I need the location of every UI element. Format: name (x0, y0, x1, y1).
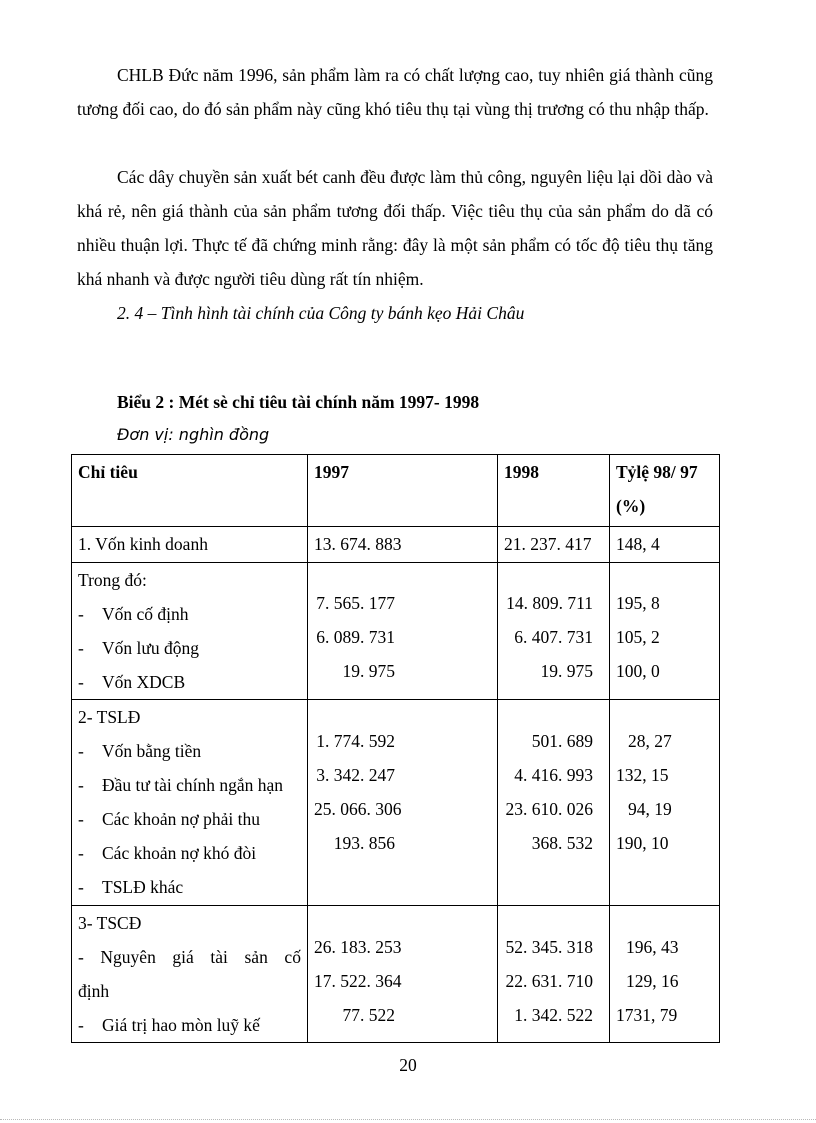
group3-1998-value: 22. 631. 710 (505, 971, 593, 991)
group3-1997-value: 17. 522. 364 (314, 971, 402, 991)
row1-1998-value: 21. 237. 417 (504, 534, 592, 554)
row1-1998 (498, 527, 610, 563)
group3-1997-value: 26. 183. 253 (314, 937, 402, 957)
group2-ratio-value: 132, 15 (616, 765, 669, 785)
group2-item: - Đầu tư tài chính ngắn hạn (78, 775, 284, 795)
financial-table (71, 454, 720, 1043)
section-heading: 2. 4 – Tình hình tài chính của Công ty bánh kẹo Hải Châu (117, 303, 525, 323)
group2-item: - Vốn bằng tiền (78, 741, 202, 761)
row1-1997 (308, 527, 498, 563)
table-header-row (72, 455, 720, 527)
paragraph-1: CHLB Đức năm 1996, sản phẩm làm ra có chất lượng cao, tuy nhiên giá thành cũng tương đối cao, do đó sản phẩm này cũng khó tiêu thụ tại vùng thị trương có thu nhập thấp. (77, 65, 713, 119)
group2-ratio-value: 28, 27 (628, 731, 672, 751)
header-ratio (610, 455, 720, 527)
group1-1998-value: 14. 809. 711 (506, 593, 593, 613)
group2-1998-value: 23. 610. 026 (505, 799, 593, 819)
group2-1997-value: 25. 066. 306 (314, 799, 402, 819)
group1-1998-value: 6. 407. 731 (514, 627, 593, 647)
group1-heading: Trong đó: (78, 570, 147, 590)
page-edge (0, 1119, 816, 1120)
group2-1998 (498, 700, 610, 906)
group2-item: - Các khoản nợ khó đòi (78, 843, 257, 863)
group2-ratio (610, 700, 720, 906)
group1-item: - Vốn XDCB (78, 672, 186, 692)
group3-1998-value: 52. 345. 318 (505, 937, 593, 957)
group2-item: - TSLĐ khác (78, 877, 184, 897)
group3-ratio-value: 129, 16 (626, 971, 679, 991)
group1-labels (72, 563, 308, 700)
group3-ratio-value: 196, 43 (626, 937, 679, 957)
header-indicator: Chỉ tiêu (72, 455, 308, 527)
page-number: 20 (399, 1055, 417, 1075)
row1-ratio-value: 148, 4 (616, 534, 660, 554)
group3-item1-cont: định (78, 981, 110, 1001)
group2-ratio-value: 94, 19 (628, 799, 672, 819)
group3-1998 (498, 906, 610, 1043)
header-1998: 1998 (498, 455, 610, 527)
paragraph-2: Các dây chuyền sản xuất bét canh đều được làm thủ công, nguyên liệu lại dồi dào và khá rẻ, nên giá thành của sản phẩm tương đối thấp. Việc tiêu thụ của sản phẩm do dã có nhiều thuận lợi. Thực tế đã chứng minh rằng: đây là một sản phẩm có tốc độ tiêu thụ tăng khá nhanh và được người tiêu dùng rất tín nhiệm. (77, 167, 713, 289)
table-row (72, 906, 720, 1043)
group2-1997 (308, 700, 498, 906)
group3-heading: 3- TSCĐ (78, 913, 142, 933)
header-ratio-line2: (%) (616, 496, 646, 516)
group1-item: - Vốn lưu động (78, 638, 199, 658)
group3-item1: - Nguyên giá tài sản cố (78, 947, 301, 967)
group1-1998-value: 19. 975 (540, 661, 593, 681)
group3-labels (72, 906, 308, 1043)
group2-heading: 2- TSLĐ (78, 707, 141, 727)
header-ratio-line1: Tỷlệ 98/ 97 (616, 462, 698, 482)
group1-ratio-value: 195, 8 (616, 593, 660, 613)
group3-1998-value: 1. 342. 522 (514, 1005, 593, 1025)
group1-1998 (498, 563, 610, 700)
header-1997: 1997 (308, 455, 498, 527)
row1-label: 1. Vốn kinh doanh (72, 527, 308, 563)
group2-item: - Các khoản nợ phải thu (78, 809, 260, 829)
group1-1997 (308, 563, 498, 700)
group2-1997-value: 193. 856 (333, 833, 395, 853)
group1-1997-value: 7. 565. 177 (316, 593, 395, 613)
group3-1997 (308, 906, 498, 1043)
group1-1997-value: 19. 975 (342, 661, 395, 681)
row1-1997-value: 13. 674. 883 (314, 534, 402, 554)
group1-ratio-value: 105, 2 (616, 627, 660, 647)
group2-1998-value: 501. 689 (531, 731, 593, 751)
group1-ratio-value: 100, 0 (616, 661, 660, 681)
group3-ratio (610, 906, 720, 1043)
group2-labels (72, 700, 308, 906)
group2-1998-value: 368. 532 (531, 833, 593, 853)
table-row (72, 563, 720, 700)
group1-item: - Vốn cố định (78, 604, 189, 624)
group2-ratio-value: 190, 10 (616, 833, 669, 853)
group1-1997-value: 6. 089. 731 (316, 627, 395, 647)
row1-ratio (610, 527, 720, 563)
table-title: Biểu 2 : Mét sè chỉ tiêu tài chính năm 1997- 1998 (117, 392, 480, 412)
group2-1997-value: 1. 774. 592 (316, 731, 395, 751)
group3-ratio-value: 1731, 79 (616, 1005, 678, 1025)
table-row (72, 527, 720, 563)
group1-ratio (610, 563, 720, 700)
group2-1997-value: 3. 342. 247 (316, 765, 395, 785)
group3-item2: - Giá trị hao mòn luỹ kế (78, 1015, 260, 1035)
unit-label: Đơn vị: nghìn đồng (117, 425, 270, 444)
group2-1998-value: 4. 416. 993 (514, 765, 593, 785)
table-row (72, 700, 720, 906)
group3-1997-value: 77. 522 (342, 1005, 395, 1025)
